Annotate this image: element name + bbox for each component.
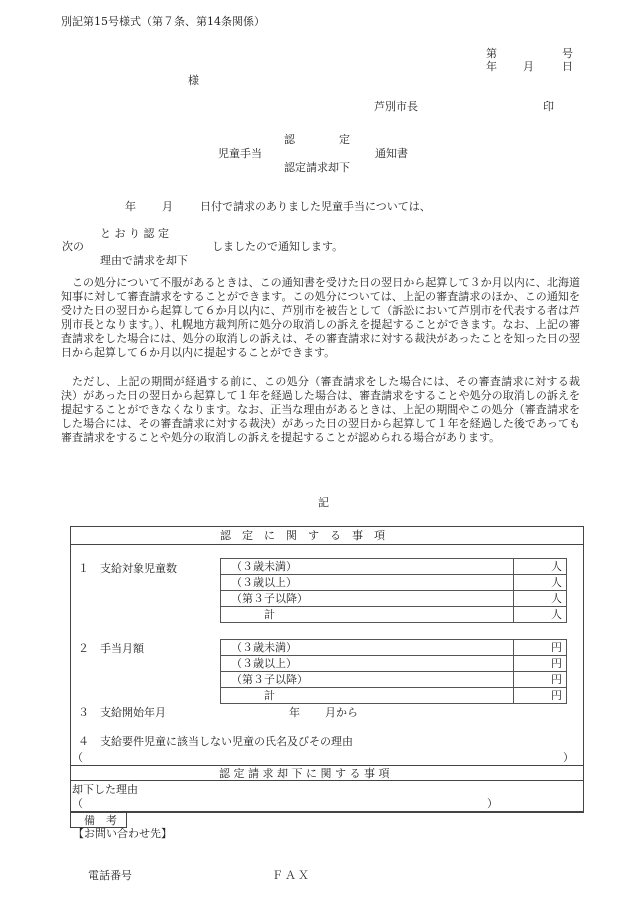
children-count-table <box>220 558 567 623</box>
row-label: （３歳以上） <box>221 575 514 591</box>
row-label: （第３子以降） <box>221 591 514 607</box>
item3-month: 月から <box>325 706 358 719</box>
ki-heading: 記 <box>318 496 329 509</box>
row-label: （３歳以上） <box>221 656 514 672</box>
divider <box>70 812 71 827</box>
divider <box>70 780 584 781</box>
divider <box>126 812 127 827</box>
table-row <box>221 559 567 575</box>
seal-mark: 印 <box>543 100 554 113</box>
choice-top: と お り 認 定 <box>100 227 169 240</box>
row-unit: 人 <box>513 591 566 607</box>
phone-label: 電話番号 <box>88 869 132 882</box>
number-go: 号 <box>562 47 573 60</box>
date-line-text: 日付で請求のありました児童手当については、 <box>200 200 431 213</box>
table-row <box>221 640 567 656</box>
paragraph-appeal: この処分について不服があるときは、この通知書を受けた日の翌日から起算して３か月以内に、北海道知事に対して審査請求をすることができます。この処分については、上記の審査請求のほか、この通知を受けた日の翌日から起算して６か月以内に、芦別市を被告として（訴訟において芦別市を代表する者は芦別市長となります。）、札幌地方裁判所に処分の取消しの訴えを提起することができます。なお、上記の審査請求をした場合には、処分の取消しの訴えは、その審査請求に対する裁決があったことを知った日の翌日から起算して６か月以内に提起することができます。 <box>61 276 580 360</box>
fax-label: ＦＡＸ <box>272 869 311 882</box>
row-label: （３歳未満） <box>221 559 514 575</box>
row-label: （第３子以降） <box>221 672 514 688</box>
kyakka-reason-label: 却下した理由 <box>72 783 138 796</box>
row-label: 計 <box>221 688 514 704</box>
kyakka-paren-open: （ <box>72 797 83 810</box>
row-unit: 人 <box>513 575 566 591</box>
item3-label: ３ 支給開始年月 <box>78 706 166 719</box>
row-label: （３歳未満） <box>221 640 514 656</box>
divider <box>70 544 584 545</box>
paragraph-proviso: ただし、上記の期間が経過する前に、この処分（審査請求をした場合には、その審査請求に対する裁決）があった日の翌日から起算して１年を経過した場合は、審査請求をすることや処分の取消しの訴えを提起することができなくなります。なお、正当な理由があるときは、上記の期間やこの処分（審査請求をした場合には、その審査請求に対する裁決）があった日の翌日から起算して１年を経過した後であっても審査請求をすることや処分の取消しの訴えを提起することが認められる場合があります。 <box>61 375 580 445</box>
row-unit: 円 <box>513 656 566 672</box>
table-row <box>221 575 567 591</box>
date-line-month: 月 <box>162 200 173 213</box>
contact-heading: 【お問い合わせ先】 <box>73 827 172 840</box>
tsugi: 次の <box>62 240 84 253</box>
row-label: 計 <box>221 607 514 623</box>
section-kyakka-header: 認 定 請 求 却 下 に 関 す る 事 項 <box>219 767 390 780</box>
section-nintei-header: 認 定 に 関 す る 事 項 <box>220 529 385 542</box>
addressee-sama: 様 <box>188 74 199 87</box>
divider <box>70 812 584 813</box>
row-unit: 人 <box>513 559 566 575</box>
number-dai: 第 <box>486 47 497 60</box>
allowance-table <box>220 639 567 704</box>
issuer-name: 芦別市長 <box>374 100 418 113</box>
date-line-year: 年 <box>125 200 136 213</box>
date-year: 年 <box>486 60 497 73</box>
item2-label: ２ 手当月額 <box>78 642 144 655</box>
date-month: 月 <box>523 60 534 73</box>
row-unit: 円 <box>513 688 566 704</box>
title-nintei: 認 定 <box>284 133 350 146</box>
item4-paren-close: ） <box>563 751 574 764</box>
item4-paren-open: （ <box>72 751 83 764</box>
table-row <box>221 672 567 688</box>
table-row <box>221 607 567 623</box>
row-unit: 人 <box>513 607 566 623</box>
row-unit: 円 <box>513 640 566 656</box>
date-day: 日 <box>562 60 573 73</box>
item3-year: 年 <box>289 706 300 719</box>
item4-label: ４ 支給要件児童に該当しない児童の氏名及びその理由 <box>78 735 353 748</box>
table-row <box>221 656 567 672</box>
item1-label: １ 支給対象児童数 <box>78 562 177 575</box>
form-title: 別記第15号様式（第７条、第14条関係） <box>61 15 265 28</box>
title-prefix: 児童手当 <box>218 147 262 160</box>
remarks-label: 備 考 <box>84 814 117 827</box>
choice-bottom: 理由で請求を却下 <box>100 254 188 267</box>
row-unit: 円 <box>513 672 566 688</box>
table-row <box>221 688 567 704</box>
choice-tail: しましたので通知します。 <box>212 240 344 253</box>
kyakka-paren-close: ） <box>487 797 498 810</box>
divider <box>70 765 584 766</box>
title-suffix: 通知書 <box>375 147 408 160</box>
title-kyakka: 認定請求却下 <box>284 161 350 174</box>
table-row <box>221 591 567 607</box>
